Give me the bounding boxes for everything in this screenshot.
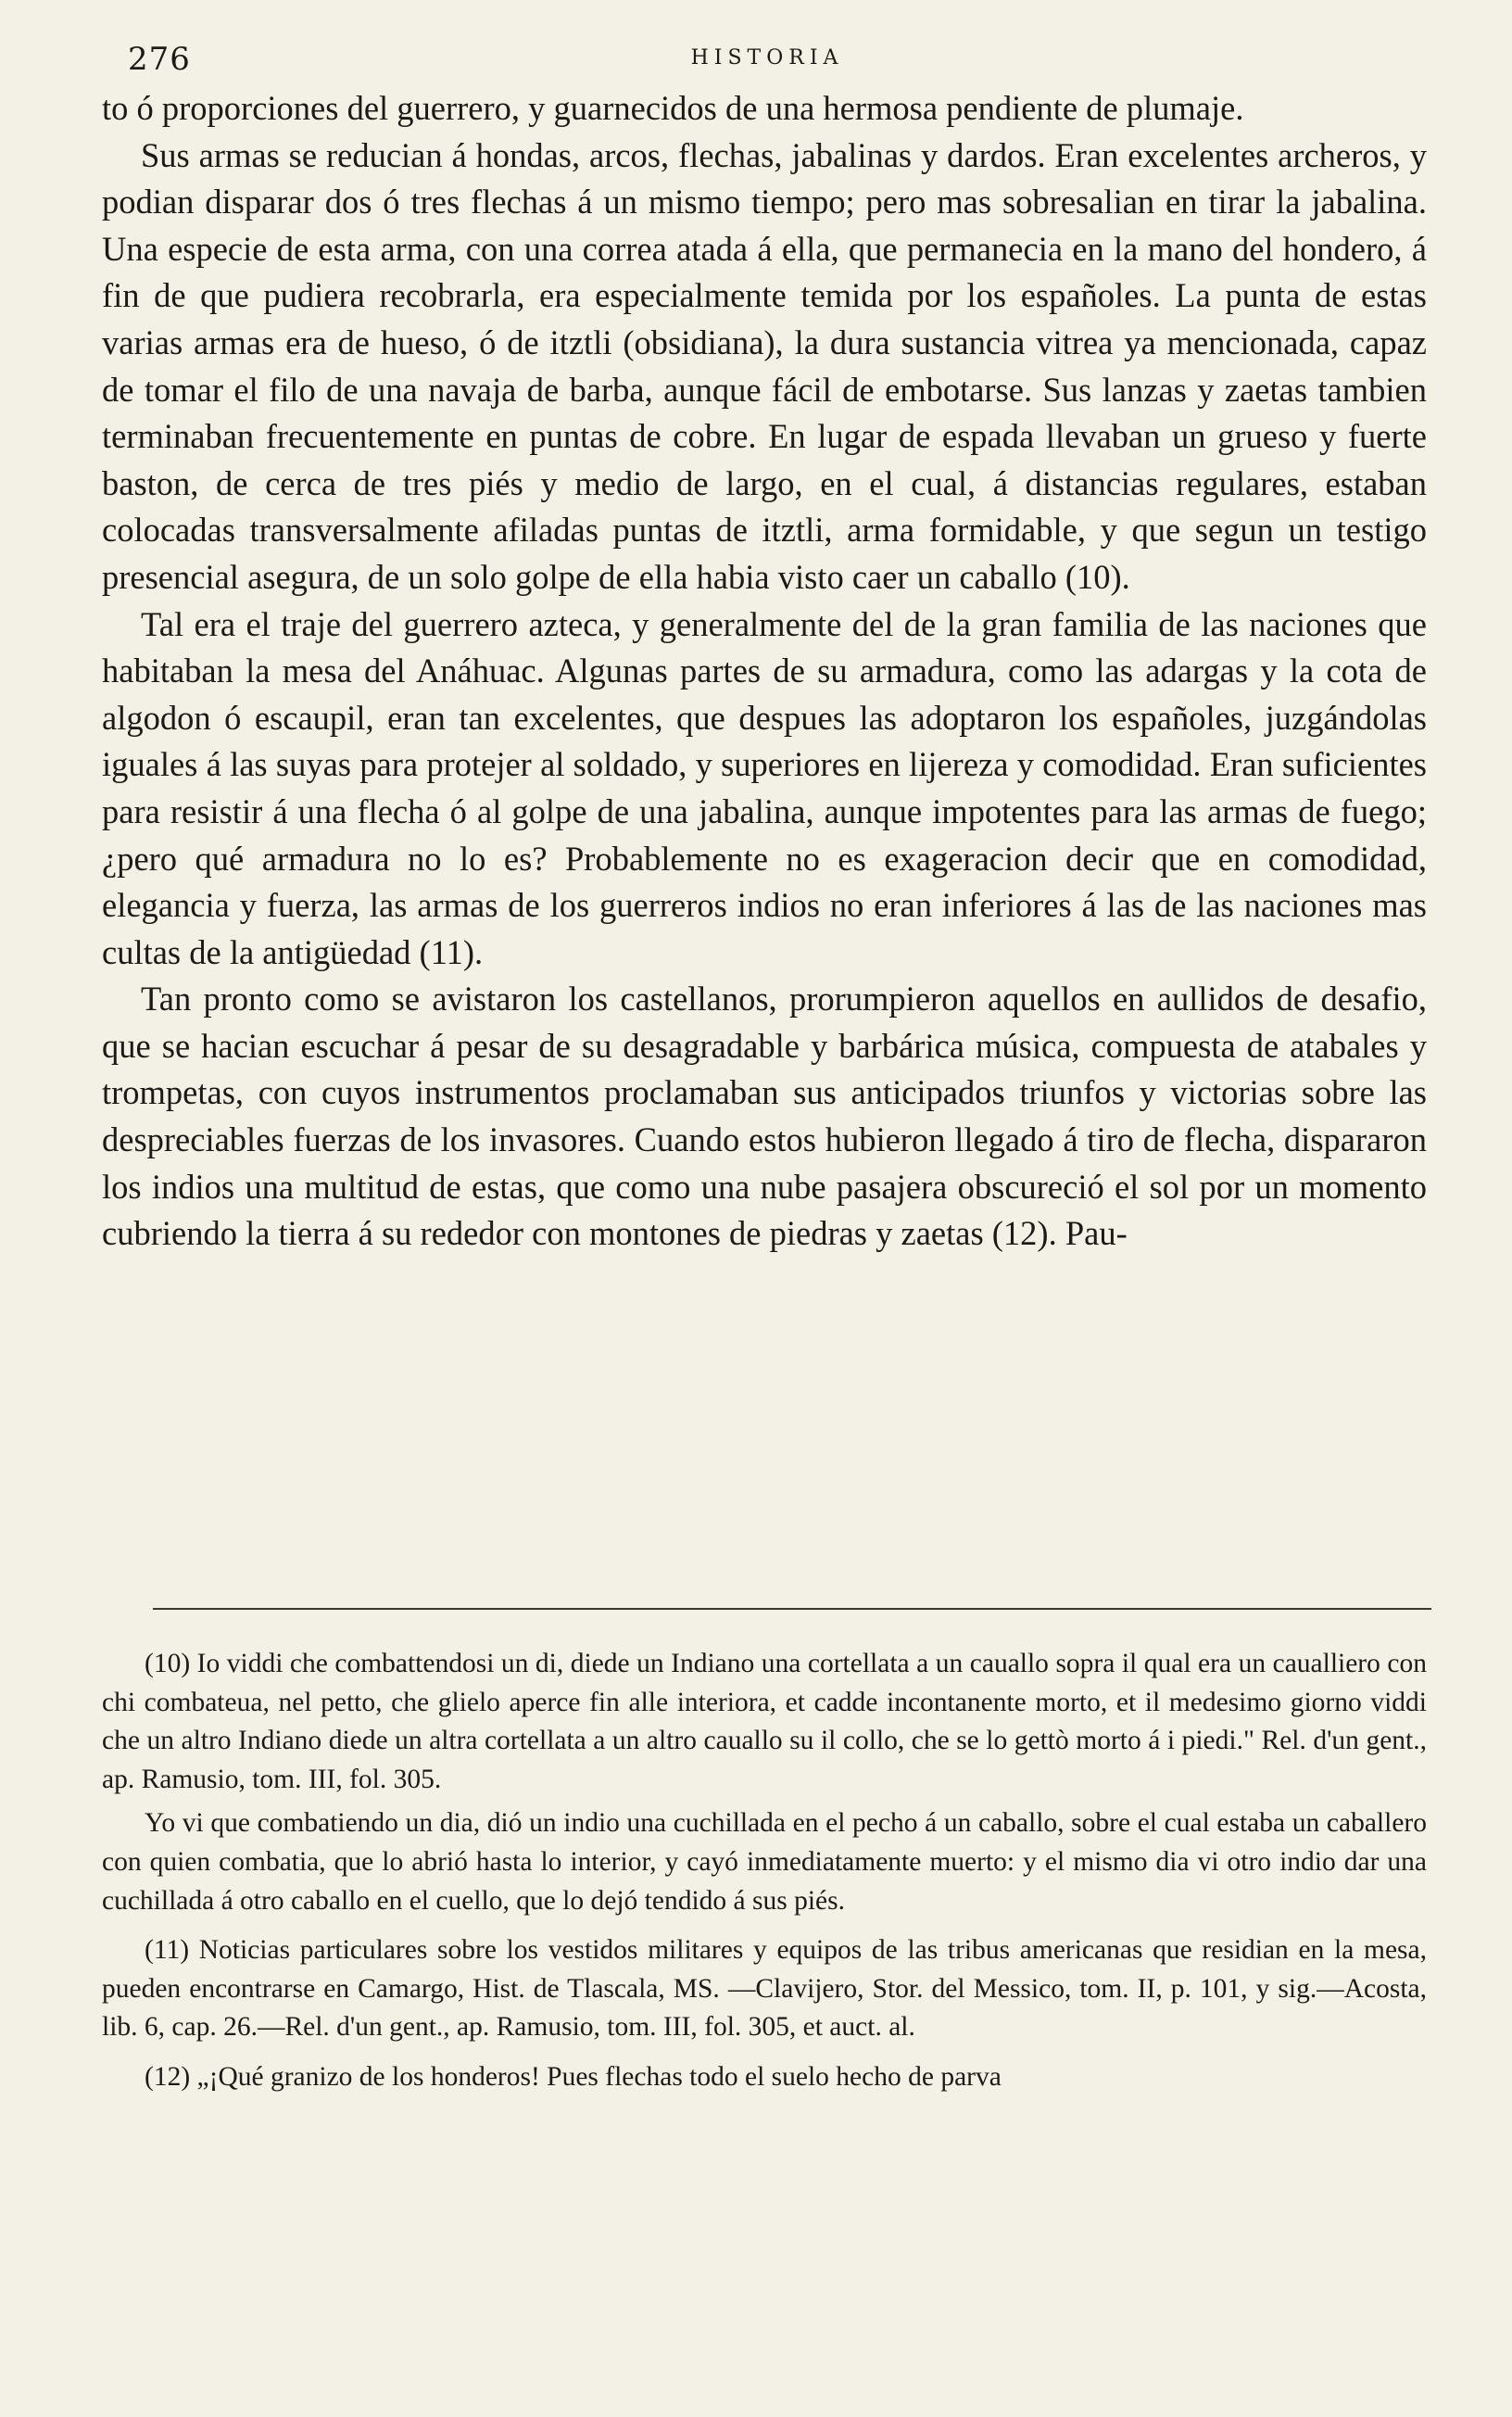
footnote-10-translation: Yo vi que combatiendo un dia, dió un indio una cuchillada en el pecho á un caballo, sobre el cual estaba un caballero con quien combatia, que lo abrió hasta lo interior, y cayó inmediatamente muerto: y el mismo dia vi otro indio dar una cuchillada á otro caballo en el cuello, que lo dejó tendido á sus piés. xyxy=(102,1808,1427,1916)
paragraph: Tan pronto como se avistaron los castellanos, prorumpieron aquellos en aullidos de desafio, que se hacian escuchar á pesar de su desagradable y barbárica música, compuesta de atabales y trompetas, con cuyos instrumentos proclamaban sus anticipados triunfos y victorias sobre las despreciables fuerzas de los invasores. Cuando estos hubieron llegado á tiro de flecha, dispararon los indios una multitud de estas, que como una nube pasajera obscureció el sol por un momento cubriendo la tierra á su rededor con montones de piedras y zaetas (12). Pau- xyxy=(102,980,1427,1253)
running-title: HISTORIA xyxy=(690,46,844,70)
paragraph: Tal era el traje del guerrero azteca, y generalmente del de la gran familia de las naciones que habitaban la mesa del Anáhuac. Algunas partes de su armadura, como las adargas y la cota de algodon ó escaupil, eran tan excelentes, que despues las adoptaron los españoles, juzgándolas iguales á las suyas para protejer al soldado, y superiores en lijereza y comodidad. Eran suficientes para resistir á una flecha ó al golpe de una jabalina, aunque impotentes para las armas de fuego; ¿pero qué armadura no lo es? Probablemente no es exageracion decir que en comodidad, elegancia y fuerza, las armas de los guerreros indios no eran inferiores á las de las naciones mas cultas de la antigüedad (11). xyxy=(102,604,1427,971)
paragraph: to ó proporciones del guerrero, y guarnecidos de una hermosa pendiente de plumaje. xyxy=(102,89,1244,127)
footnote-12: (12) „¡Qué granizo de los honderos! Pues flechas todo el suelo hecho de parva xyxy=(145,2061,1002,2092)
page-number: 276 xyxy=(128,41,191,78)
footnotes xyxy=(102,1645,1427,2108)
footnote-11: (11) Noticias particulares sobre los vestidos militares y equipos de las tribus americanas que residian en la mesa, pueden encontrarse en Camargo, Hist. de Tlascala, MS. —Clavijero, Stor. del Messico, tom. II, p. 101, y sig.—Acosta, lib. 6, cap. 26.—Rel. d'un gent., ap. Ramusio, tom. III, fol. 305, et auct. al. xyxy=(102,1935,1427,2043)
footnote-10: (10) Io viddi che combattendosi un di, diede un Indiano una cortellata a un cauallo sopra il qual era un caualliero con chi combateua, nel petto, che glielo aperce fin alle interiora, et cadde incontanente morto, et il medesimo giorno viddi che un altro Indiano diede un altra cortellata a un altro cauallo su il collo, che se lo gettò morto á i piedi." Rel. d'un gent., ap. Ramusio, tom. III, fol. 305. xyxy=(102,1649,1427,1794)
body-text xyxy=(102,85,1427,1258)
running-head xyxy=(100,41,1434,78)
paragraph: Sus armas se reducian á hondas, arcos, flechas, jabalinas y dardos. Eran excelentes archeros, y podian disparar dos ó tres flechas á un mismo tiempo; pero mas sobresalian en tirar la jabalina. Una especie de esta arma, con una correa atada á ella, que permanecia en la mano del hondero, á fin de que pudiera recobrarla, era especialmente temida por los españoles. La punta de estas varias armas era de hueso, ó de itztli (obsidiana), la dura sustancia vitrea ya mencionada, capaz de tomar el filo de una navaja de barba, aunque fácil de embotarse. Sus lanzas y zaetas tambien terminaban frecuentemente en puntas de cobre. En lugar de espada llevaban un grueso y fuerte baston, de cerca de tres piés y medio de largo, en el cual, á distancias regulares, estaban colocadas transversalmente afiladas puntas de itztli, arma formidable, y que segun un testigo presencial asegura, de un solo golpe de ella habia visto caer un caballo (10). xyxy=(102,135,1427,596)
footnote-divider xyxy=(153,1608,1431,1610)
